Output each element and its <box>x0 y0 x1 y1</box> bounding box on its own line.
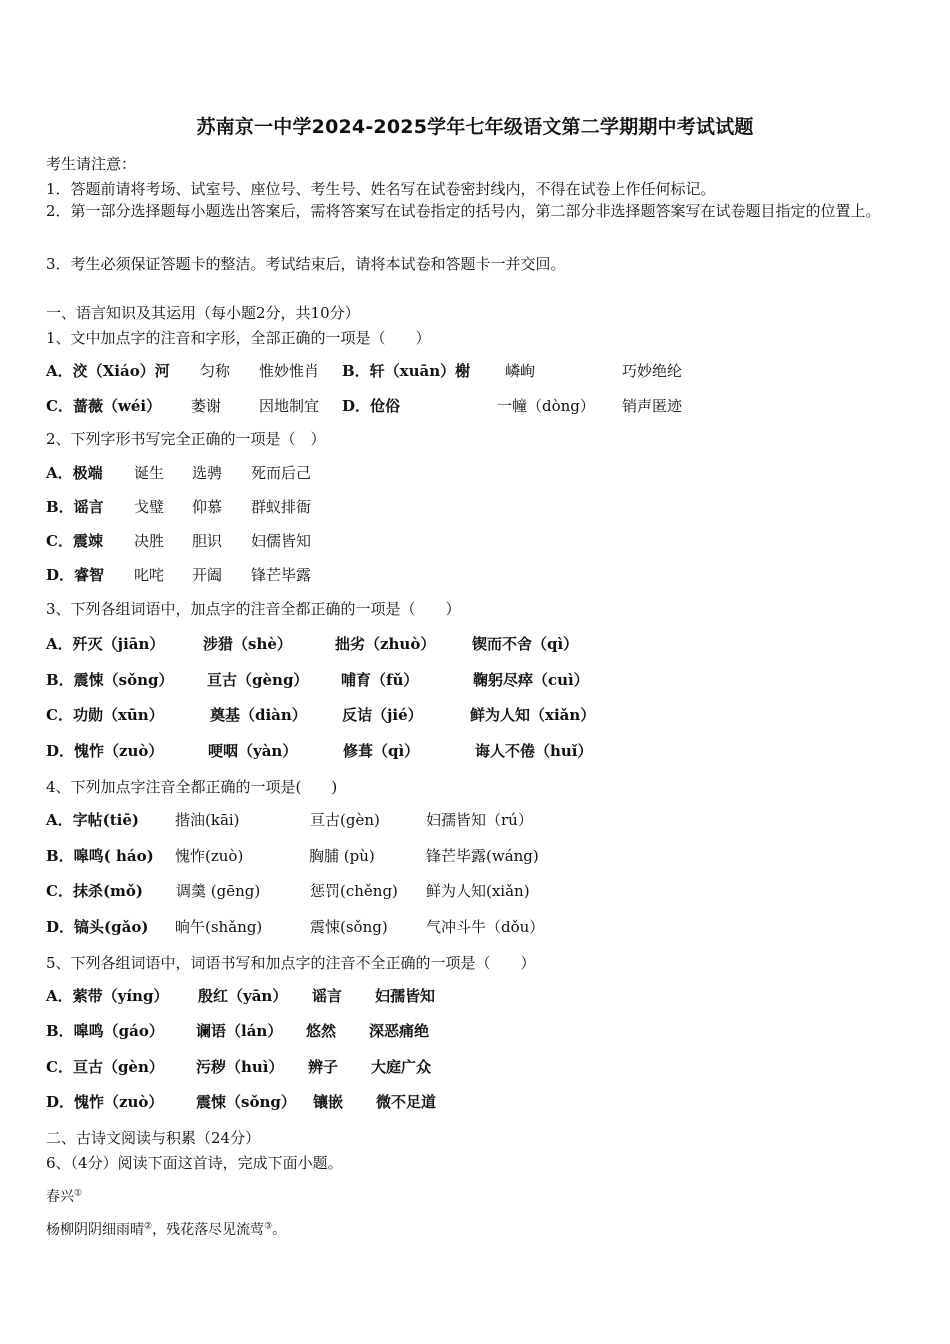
q6-stem: 6、（4分）阅读下面这首诗，完成下面小题。 <box>46 1154 343 1172</box>
q3-d-word4: 诲人不倦（huǐ） <box>475 742 593 760</box>
poem-line-1-part-1: 杨柳阴阴细雨晴 <box>46 1222 144 1238</box>
q3-b-word2: 亘古（gèng） <box>207 671 309 689</box>
q5-d-word4: 微不足道 <box>376 1093 437 1111</box>
q5-c-word2: 污秽（huì） <box>196 1058 284 1076</box>
q2-d-word4: 锋芒毕露 <box>251 566 312 584</box>
poem-line-1 <box>46 1219 286 1239</box>
q2-a-word1: A．极端 <box>46 464 103 482</box>
q2-d-word3: 开阖 <box>192 566 223 584</box>
q5-d-word1: D．愧怍（zuò） <box>46 1093 164 1111</box>
q5-c-word4: 大庭广众 <box>371 1058 432 1076</box>
q4-stem: 4、下列加点字注音全都正确的一项是( ) <box>46 778 338 796</box>
poem-footnote-mark-3: ③ <box>264 1221 273 1232</box>
q3-b-word3: 哺育（fǔ） <box>341 671 419 689</box>
q1-option-d-word2: 一幢（dòng） <box>497 397 595 415</box>
q5-d-word3: 镶嵌 <box>313 1093 344 1111</box>
q4-a-word2: 揩油(kāi) <box>175 811 240 829</box>
q4-c-word1: C．抹杀(mǒ) <box>46 882 144 900</box>
notice-heading: 考生请注意： <box>46 155 137 173</box>
q2-a-word4: 死而后己 <box>251 464 312 482</box>
q4-a-word3: 亘古(gèn) <box>310 811 380 829</box>
q2-d-word2: 叱咤 <box>134 566 165 584</box>
q5-a-word4: 妇孺皆知 <box>375 987 436 1005</box>
q3-c-word3: 反诘（jié） <box>342 706 423 724</box>
notice-item-3: 3．考生必须保证答题卡的整洁。考试结束后，请将本试卷和答题卡一并交回。 <box>46 255 566 273</box>
q2-a-word3: 选骋 <box>192 464 223 482</box>
poem-title-text: 春兴 <box>46 1189 74 1205</box>
q3-d-word2: 哽咽（yàn） <box>208 742 298 760</box>
q4-d-word1: D．镐头(gǎo) <box>46 918 149 936</box>
q3-c-word1: C．功勋（xūn） <box>46 706 164 724</box>
q2-b-word4: 群蚁排衙 <box>251 498 312 516</box>
poem-line-1-part-2: ，残花落尽见流莺 <box>152 1222 265 1238</box>
q5-a-word2: 殷红（yān） <box>198 987 288 1005</box>
q3-b-word4: 鞠躬尽瘁（cuì） <box>473 671 589 689</box>
q2-c-word2: 决胜 <box>134 532 165 550</box>
q5-c-word1: C．亘古（gèn） <box>46 1058 164 1076</box>
q5-c-word3: 辨子 <box>308 1058 339 1076</box>
q1-option-b-word3: 巧妙绝纶 <box>622 362 683 380</box>
q4-d-word4: 气冲斗牛（dǒu） <box>426 918 545 936</box>
q2-d-word1: D．睿智 <box>46 566 105 584</box>
poem-line-1-end: 。 <box>272 1222 287 1238</box>
q2-a-word2: 诞生 <box>134 464 165 482</box>
q3-c-word4: 鲜为人知（xiǎn） <box>470 706 596 724</box>
q5-b-word2: 谰语（lán） <box>196 1022 283 1040</box>
q1-option-c: C．蔷薇（wéi） <box>46 397 162 415</box>
q3-d-word1: D．愧怍（zuò） <box>46 742 164 760</box>
q4-c-word4: 鲜为人知(xiǎn) <box>426 882 530 900</box>
q1-option-c-word3: 因地制宜 <box>259 397 320 415</box>
q5-b-word1: B．嗥鸣（gáo） <box>46 1022 164 1040</box>
q2-c-word4: 妇儒皆知 <box>251 532 312 550</box>
q5-a-word3: 谣言 <box>312 987 343 1005</box>
q3-a-word3: 拙劣（zhuò） <box>335 635 436 653</box>
q5-b-word4: 深恶痛绝 <box>369 1022 430 1040</box>
poem-title-footnote-mark: ① <box>74 1188 83 1199</box>
q4-c-word3: 惩罚(chěng) <box>310 882 398 900</box>
q3-d-word3: 修葺（qì） <box>343 742 420 760</box>
q4-b-word4: 锋芒毕露(wáng) <box>426 847 539 865</box>
q5-b-word3: 悠然 <box>306 1022 337 1040</box>
section-1-heading: 一、语言知识及其运用（每小题2分，共10分） <box>46 304 360 322</box>
q4-a-word1: A．字帖(tiē) <box>46 811 140 829</box>
q4-d-word2: 晌午(shǎng) <box>175 918 263 936</box>
page-title: 苏南京一中学2024-2025学年七年级语文第二学期期中考试试题 <box>196 116 754 138</box>
q2-b-word1: B．谣言 <box>46 498 104 516</box>
q1-option-a: A．洨（Xiáo）河 <box>46 362 170 380</box>
q4-b-word2: 愧怍(zuò) <box>175 847 244 865</box>
q3-c-word2: 奠基（diàn） <box>210 706 307 724</box>
q1-option-a-word2: 匀称 <box>200 362 231 380</box>
q4-d-word3: 震悚(sǒng) <box>310 918 388 936</box>
q5-stem: 5、下列各组词语中，词语书写和加点字的注音不全正确的一项是（ ） <box>46 954 536 972</box>
q1-stem: 1、文中加点字的注音和字形，全部正确的一项是（ ） <box>46 329 431 347</box>
q5-d-word2: 震悚（sǒng） <box>196 1093 296 1111</box>
q3-a-word1: A．歼灭（jiān） <box>46 635 165 653</box>
q4-c-word2: 调羹 (gēng) <box>176 882 261 900</box>
q1-option-a-word3: 惟妙惟肖 <box>259 362 320 380</box>
poem-title <box>46 1186 82 1206</box>
q1-option-d: D．伧俗 <box>342 397 401 415</box>
notice-item-1: 1．答题前请将考场、试室号、座位号、考生号、姓名写在试卷密封线内，不得在试卷上作任何标记。 <box>46 180 716 198</box>
q4-a-word4: 妇孺皆知（rú） <box>426 811 533 829</box>
section-2-heading: 二、古诗文阅读与积累（24分） <box>46 1129 261 1147</box>
q2-c-word3: 胆识 <box>192 532 223 550</box>
q3-a-word2: 涉猎（shè） <box>203 635 292 653</box>
q1-option-c-word2: 萎谢 <box>191 397 222 415</box>
q3-stem: 3、下列各组词语中，加点字的注音全都正确的一项是（ ） <box>46 600 461 618</box>
q1-option-b: B．轩（xuān）榭 <box>342 362 471 380</box>
q5-a-word1: A．萦带（yíng） <box>46 987 169 1005</box>
q2-b-word3: 仰慕 <box>192 498 223 516</box>
q1-option-b-word2: 嶙峋 <box>505 362 536 380</box>
q2-b-word2: 戈璧 <box>134 498 165 516</box>
q3-b-word1: B．震悚（sǒng） <box>46 671 174 689</box>
q4-b-word1: B．嗥鸣( háo) <box>46 847 154 865</box>
poem-footnote-mark-2: ② <box>144 1221 153 1232</box>
notice-item-2: 2．第一部分选择题每小题选出答案后，需将答案写在试卷指定的括号内，第二部分非选择题答案写在试卷题目指定的位置上。 <box>46 202 881 220</box>
q4-b-word3: 胸脯 (pù) <box>309 847 375 865</box>
q1-option-d-word3: 销声匿迹 <box>622 397 683 415</box>
q2-c-word1: C．震竦 <box>46 532 103 550</box>
q2-stem: 2、下列字形书写完全正确的一项是（ ） <box>46 430 326 448</box>
q3-a-word4: 锲而不舍（qì） <box>472 635 579 653</box>
